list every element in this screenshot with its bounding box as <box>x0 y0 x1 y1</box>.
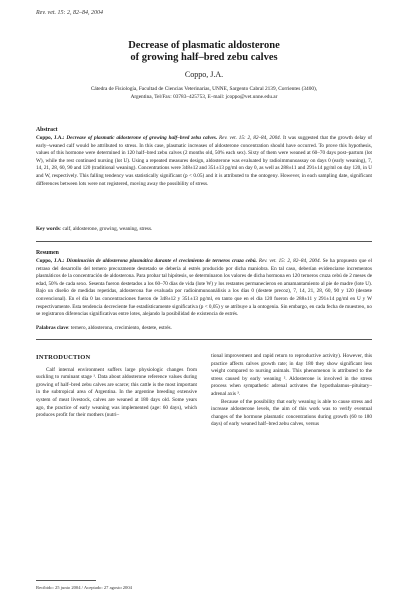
intro-paragraph-1-continued: tional improvement and rapid return to reproductive activity). However, this practice affects calves growth rate; in day 180 they show significant less weight compared to nursing animals. This phenomenon is attributed to the stress caused by early weaning ². Aldosterone is involved in the stress process when sympathetic adrenal activates the hypothalamus–pituitary–adrenal axis ³. <box>211 353 372 397</box>
resumen-lead-ref: Rev. vet. 15: 2, 82–84, 2004. <box>258 258 321 264</box>
resumen-keywords <box>36 325 372 333</box>
author-affiliation <box>50 85 358 101</box>
abstract-lead-title: Decrease of plasmatic aldosterone of growing half–bred zebu calves. <box>66 135 218 141</box>
abstract-keywords <box>36 226 372 234</box>
resumen-lead-author: Coppo, J.A.: <box>36 258 65 264</box>
abstract-body <box>36 135 372 188</box>
affiliation-line-1: Cátedra de Fisiología, Facultad de Ciencias Veterinarias, UNNE, Sargento Cabral 2139, Corrientes (3400), <box>90 86 318 92</box>
divider <box>36 339 372 340</box>
abstract-lead-ref: Rev. vet. 15: 2, 82–84, 2004. <box>219 135 282 141</box>
divider <box>36 241 372 242</box>
resumen-heading: Resumen <box>36 250 59 256</box>
abstract-text: It was suggested that the growth delay of early–weaned calf would be attributed to stress. In this case, plasmatic increases of aldosterone concentration should have occurred. To prove this hypothesis, values of this hormone were determined in 120 half–bred zebu calves (2 months old, 50% each sex). Sixty of them were weaned at 60–70 days post–partum (lot W), while the rest continued nursing (lot U). Using a repeated measures design, aldosterone was evaluated by radioimmunoassay on days 0 (early weaning), 7, 14, 21, 28, 60, 90 and 120 (traditional weaning). Concentrations were 348±12 and 351±13 pg/ml on day 0, as well as 288±11 and 291±14 pg/ml on day 120, in U and W, respectively. This falling tendency was statistically significant (p < 0.05) and it is attributed to the ontogeny. However, in each sampling date, significant differences between lots were not registered, moving away the possibility of stress. <box>36 135 373 187</box>
paper-title <box>40 40 368 64</box>
abstract-heading: Abstract <box>36 127 58 133</box>
affiliation-line-2: Argentina, Tel/Fax: 03783–425753, E–mail: jcoppo@vet.unne.edu.ar <box>130 94 278 100</box>
resumen-text: Se ha propuesto que el retraso del desarrollo del ternero precozmente destetado se debería al estrés producido por dicha maniobra. En tal caso, deberían evidenciarse incrementos plasmáticos de la concentración de aldosterona. Para probar tal hipótesis, se determinaron los valores de dicha hormona en 120 terneros cruza cebú de 2 meses de edad, 50% de cada sexo. Sesenta fueron destetados a los 60–70 días de vida (lote W) y los restantes permanecieron en amamantamiento al pie de madre (lote U). Bajo un diseño de medidas repetidas, aldosterona fue evaluada por radioinmunoanálisis a los días 0 (destete precoz), 7, 14, 21, 28, 60, 90 y 120 (destete convencional). En el día 0 las concentraciones fueron de 348±12 y 351±13 pg/ml, en tanto que en el día 120 fueron de 288±11 y 291±14 pg/ml en U y W respectivamente. Esta tendencia decreciente fue estadísticamente significativa (p < 0,05) y se atribuye a la ontogenia. Sin embargo, en cada fecha de muestreo, no se registraron diferencias significativas entre lotes, alejando la posibilidad de existencia de estrés. <box>36 258 373 318</box>
author-name: Coppo, J.A. <box>184 70 224 79</box>
palabras-clave-text: : ternero, aldosterona, crecimiento, destete, estrés. <box>68 325 172 331</box>
left-column <box>36 354 197 420</box>
palabras-clave-label: Palabras clave <box>36 325 69 331</box>
title-line-2: of growing half–bred zebu calves <box>130 52 278 63</box>
right-column <box>211 353 372 429</box>
resumen-body <box>36 258 372 319</box>
abstract-lead-author: Coppo, J.A.: <box>36 135 65 141</box>
intro-paragraph-1: Calf internal environment suffers large physiologic changes from suckling to ruminant stage ¹. Data about aldosterone reference values during growing of half–bred zebu calves are scarce; this cattle is the most important in the subtropical area of Argentina. In the argentine breeding extensive system of meat livestock, calves are weaned at 180 days old. Some years ago, the practice of early weaning was implemented (age: 60 days), which produces profit for their mothers (nutri– <box>36 366 197 419</box>
title-line-1: Decrease of plasmatic aldosterone <box>128 40 280 51</box>
resumen-lead-title: Disminución de aldosterona plasmática durante el crecimiento de terneros cruza cebú. <box>66 258 257 264</box>
received-accepted-dates: Recibido: 25 junio 2004 / Aceptado: 27 agosto 2004 <box>36 585 132 590</box>
footnote-divider <box>36 580 96 581</box>
intro-paragraph-2: Because of the possibility that early weaning is able to cause stress and increase aldosterone levels, the aim of this work was to verify eventual changes of the hormone plasmatic concentrations during growth (60 to 180 days) of early weaned half–bred zebu calves, versus <box>211 398 372 428</box>
introduction-heading: INTRODUCTION <box>36 354 91 361</box>
keywords-label: Key words <box>36 226 60 232</box>
journal-reference: Rev. vet. 15: 2, 82–84, 2004 <box>36 10 104 16</box>
keywords-text: : calf, aldosterone, growing, weaning, stress. <box>59 226 153 232</box>
